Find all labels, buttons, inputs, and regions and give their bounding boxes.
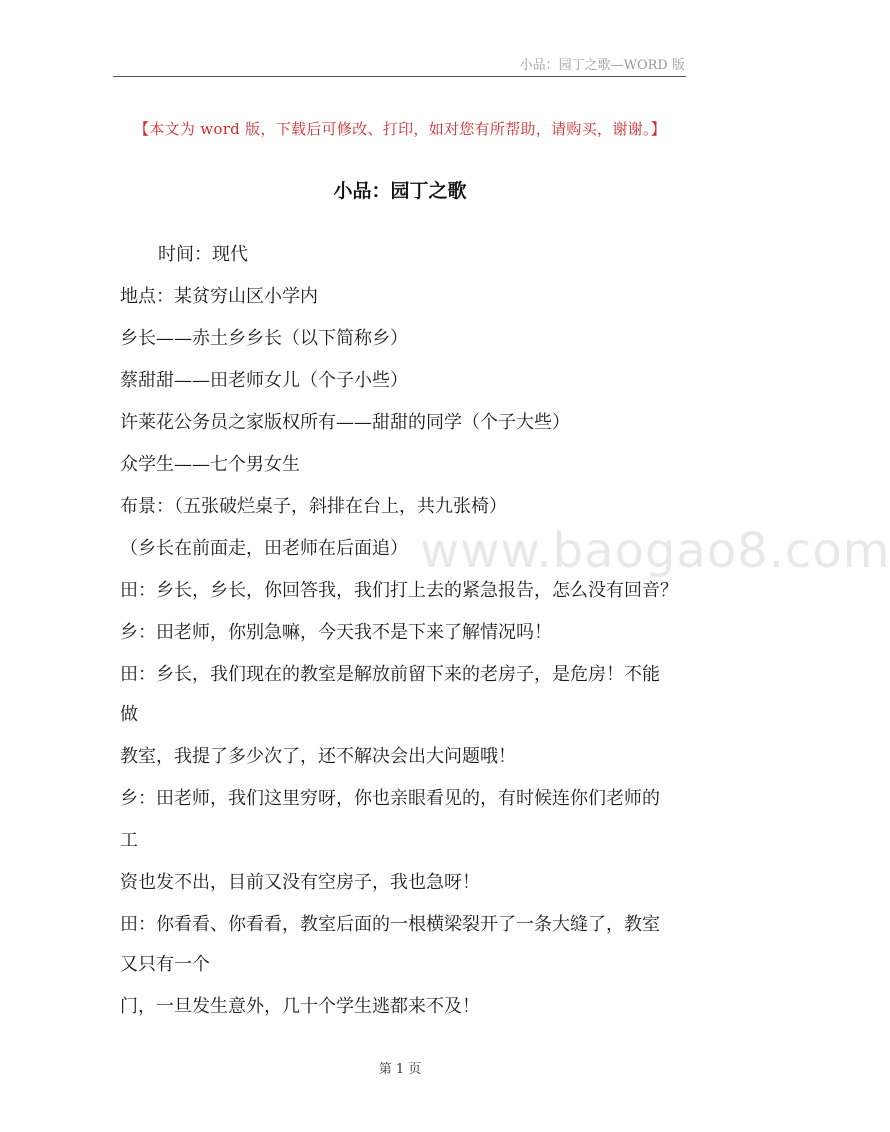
running-header: 小品：园丁之歌—WORD 版	[519, 58, 685, 73]
text-line-place: 地点：某贫穷山区小学内	[120, 286, 318, 307]
text-line-dialogue: 乡：田老师，我们这里穷呀，你也亲眼看见的，有时候连你们老师的	[120, 788, 660, 809]
text-line-dialogue: 田：你看看、你看看，教室后面的一根横梁裂开了一条大缝了，教室	[120, 914, 660, 935]
text-line-dialogue: 做	[120, 704, 138, 725]
text-line-character-mayor: 乡长——赤土乡乡长（以下简称乡）	[120, 328, 408, 349]
text-line-stage-direction: （乡长在前面走，田老师在后面追）	[120, 538, 408, 559]
text-line-dialogue: 资也发不出，目前又没有空房子，我也急呀！	[120, 872, 480, 893]
text-line-dialogue: 田：乡长，乡长，你回答我，我们打上去的紧急报告，怎么没有回音？	[120, 580, 678, 601]
page-title: 小品：园丁之歌	[333, 180, 467, 202]
watermark: www.baogao8.com	[420, 523, 890, 579]
page-number: 第 1 页	[378, 1062, 422, 1077]
download-notice: 【本文为 word 版，下载后可修改、打印，如对您有所帮助，请购买，谢谢。】	[133, 120, 667, 138]
text-line-dialogue: 田：乡长，我们现在的教室是解放前留下来的老房子，是危房！不能	[120, 664, 660, 685]
text-line-dialogue: 乡：田老师，你别急嘛，今天我不是下来了解情况吗！	[120, 622, 552, 643]
text-line-character-tiantian: 蔡甜甜——田老师女儿（个子小些）	[120, 370, 408, 391]
text-line-dialogue: 又只有一个	[120, 954, 210, 975]
text-line-set: 布景：（五张破烂桌子，斜排在台上，共九张椅）	[120, 496, 507, 517]
text-line-character-laihua: 许莱花公务员之家版权所有——甜甜的同学（个子大些）	[120, 412, 570, 433]
text-line-character-students: 众学生——七个男女生	[120, 454, 300, 475]
text-line-dialogue: 门，一旦发生意外，几十个学生逃都来不及！	[120, 996, 480, 1017]
text-line-dialogue: 工	[120, 830, 138, 851]
text-line-dialogue: 教室，我提了多少次了，还不解决会出大问题哦！	[120, 746, 516, 767]
header-rule	[113, 76, 686, 77]
text-line-time: 时间：现代	[158, 244, 248, 265]
